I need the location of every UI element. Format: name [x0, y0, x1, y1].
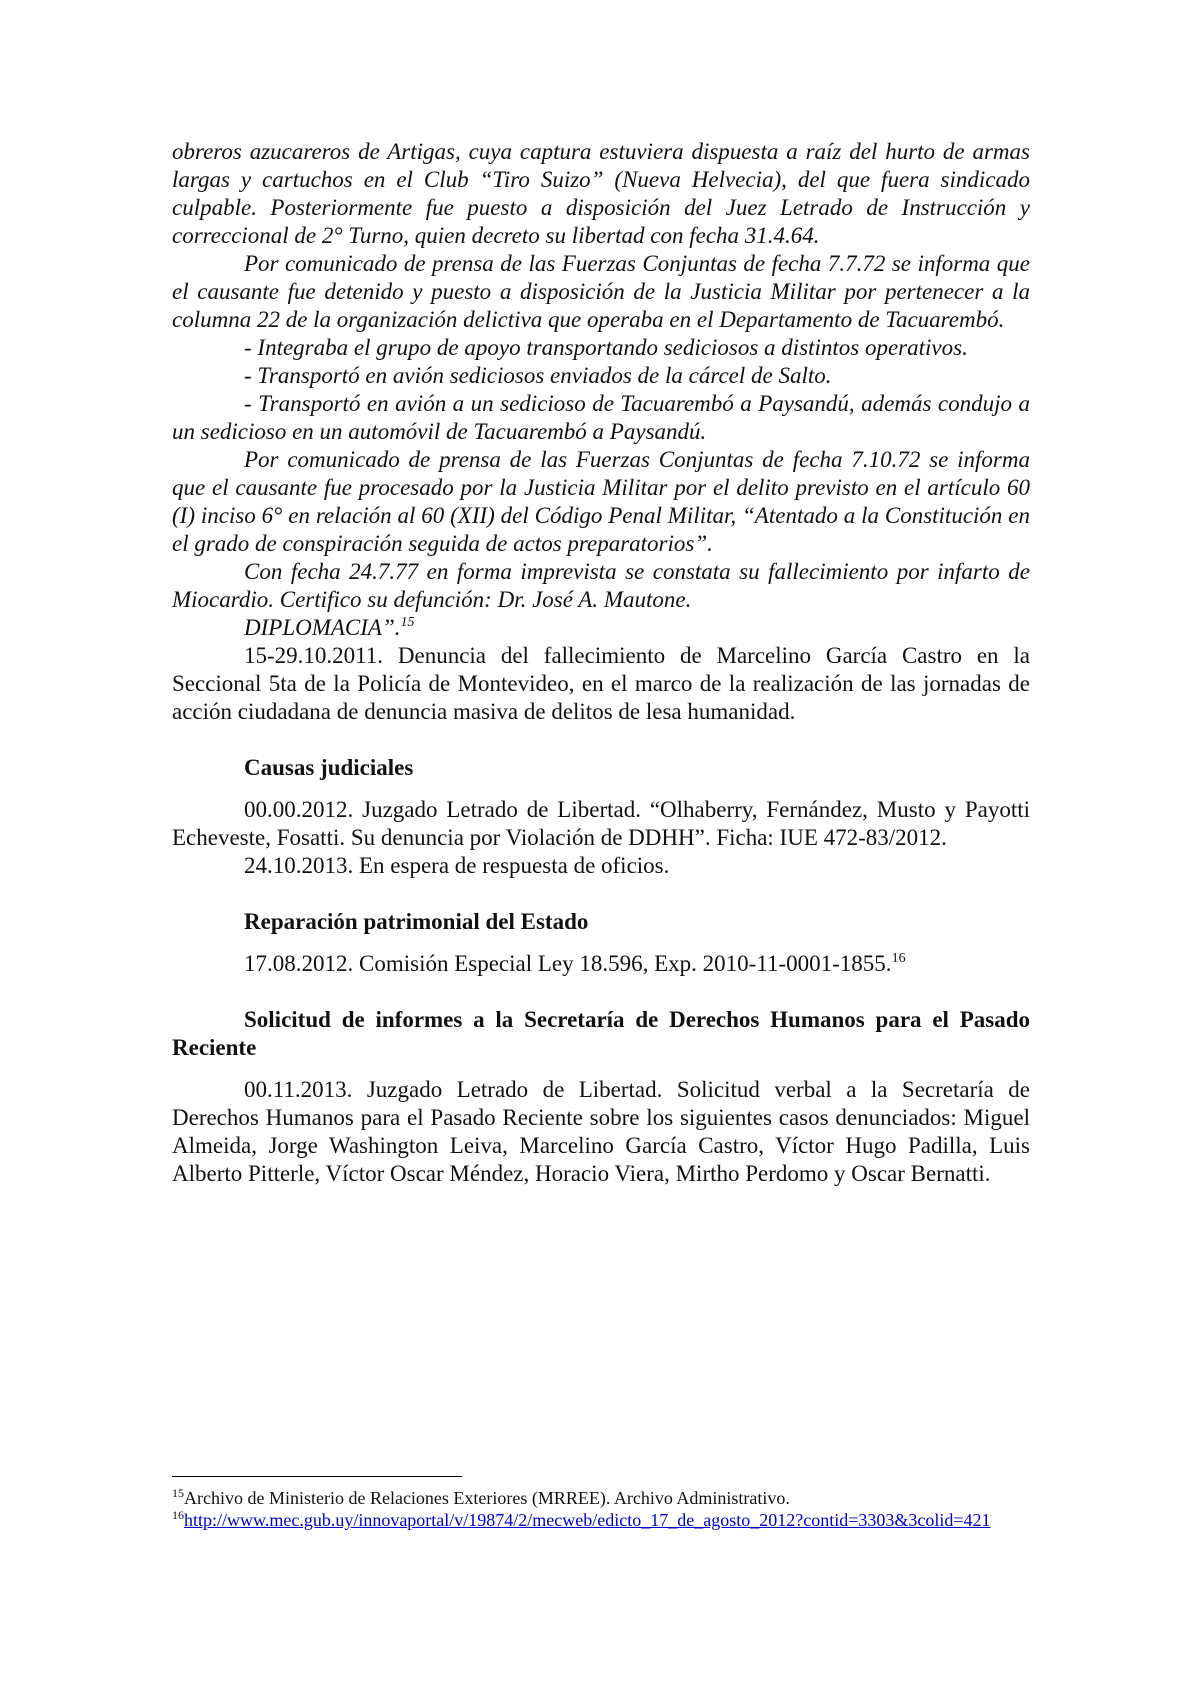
paragraph-causas-2: 24.10.2013. En espera de respuesta de oficios.: [244, 853, 670, 878]
paragraph-death-certificate: Con fecha 24.7.77 en forma imprevista se constata su fallecimiento por infarto de Miocardio. Certifico su defunción: Dr. José A. Mautone.: [172, 559, 1030, 612]
paragraph-denuncia: 15-29.10.2011. Denuncia del fallecimiento de Marcelino García Castro en la Seccional 5ta de la Policía de Montevideo, en el marco de la realización de las jornadas de acción ciudadana de denuncia masiva de delitos de lesa humanidad.: [172, 643, 1030, 724]
footnote-divider: [172, 1476, 462, 1477]
paragraph-item-transport-paysandu: - Transportó en avión a un sedicioso de Tacuarembó a Paysandú, además condujo a un sedicioso en un automóvil de Tacuarembó a Paysandú.: [172, 391, 1030, 444]
paragraph-item-transport-salto: - Transportó en avión sediciosos enviados de la cárcel de Salto.: [244, 363, 832, 388]
section-heading-reparacion: Reparación patrimonial del Estado: [244, 909, 589, 934]
footnote-number: 16: [172, 1508, 184, 1522]
footnotes: [172, 1476, 1030, 1531]
footnote-ref-15[interactable]: 15: [400, 615, 415, 630]
footnote-ref-16[interactable]: 16: [891, 951, 906, 966]
footnote-number: 15: [172, 1486, 184, 1500]
paragraph-press-release-1: Por comunicado de prensa de las Fuerzas Conjuntas de fecha 7.7.72 se informa que el causante fue detenido y puesto a disposición de la Justicia Militar por pertenecer a la columna 22 de la organización delictiva que operaba en el Departamento de Tacuarembó.: [172, 251, 1030, 332]
paragraph-arrest-history: obreros azucareros de Artigas, cuya captura estuviera dispuesta a raíz del hurto de armas largas y cartuchos en el Club “Tiro Suizo” (Nueva Helvecia), del que fuera sindicado culpable. Posteriormente fue puesto a disposición del Juez Letrado de Instrucción y correccional de 2° Turno, quien decreto su libertad con fecha 31.4.64.: [172, 139, 1030, 248]
footnote-text: Archivo de Ministerio de Relaciones Exteriores (MRREE). Archivo Administrativo.: [184, 1488, 790, 1508]
footnote-15: [172, 1487, 1030, 1509]
paragraph-causas-1: 00.00.2012. Juzgado Letrado de Libertad. “Olhaberry, Fernández, Musto y Payotti Echeveste, Fosatti. Su denuncia por Violación de DDHH”. Ficha: IUE 472-83/2012.: [172, 797, 1030, 850]
footnote-16: [172, 1509, 1030, 1531]
document-body: [172, 138, 1030, 1188]
diplomacia-text: DIPLOMACIA”.: [244, 615, 401, 640]
paragraph-diplomacia: [172, 614, 1030, 642]
section-heading-solicitud: Solicitud de informes a la Secretaría de Derechos Humanos para el Pasado Reciente: [172, 1007, 1030, 1060]
reparacion-text: 17.08.2012. Comisión Especial Ley 18.596, Exp. 2010-11-0001-1855.: [244, 951, 892, 976]
paragraph-solicitud: 00.11.2013. Juzgado Letrado de Libertad. Solicitud verbal a la Secretaría de Derechos Humanos para el Pasado Reciente sobre los siguientes casos denunciados: Miguel Almeida, Jorge Washington Leiva, Marcelino García Castro, Víctor Hugo Padilla, Luis Alberto Pitterle, Víctor Oscar Méndez, Horacio Viera, Mirtho Perdomo y Oscar Bernatti.: [172, 1077, 1030, 1186]
paragraph-item-support-group: - Integraba el grupo de apoyo transportando sediciosos a distintos operativos.: [244, 335, 968, 360]
paragraph-reparacion: [172, 950, 1030, 978]
footnote-link[interactable]: http://www.mec.gub.uy/innovaportal/v/19874/2/mecweb/edicto_17_de_agosto_2012?contid=3303&3colid=421: [184, 1510, 991, 1530]
section-heading-causas: Causas judiciales: [244, 755, 414, 780]
paragraph-press-release-2: Por comunicado de prensa de las Fuerzas Conjuntas de fecha 7.10.72 se informa que el causante fue procesado por la Justicia Militar por el delito previsto en el artículo 60 (I) inciso 6° en relación al 60 (XII) del Código Penal Militar, “Atentado a la Constitución en el grado de conspiración seguida de actos preparatorios”.: [172, 447, 1030, 556]
